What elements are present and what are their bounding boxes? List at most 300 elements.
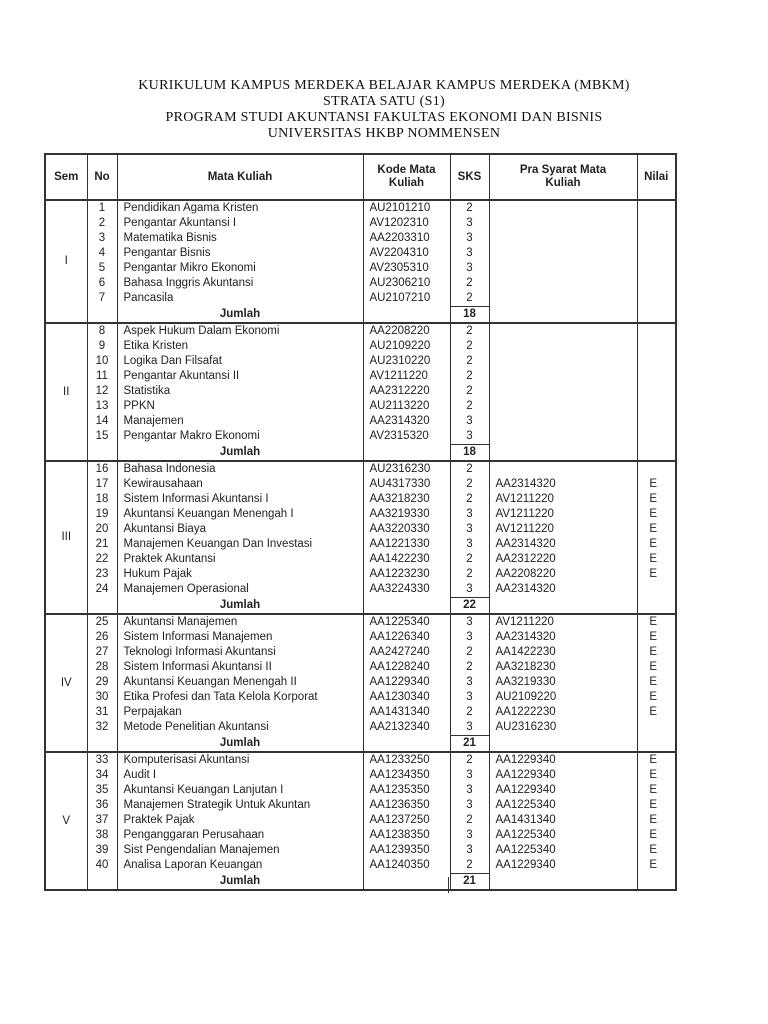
empty-cell: [489, 598, 637, 615]
course-code: AA1223230: [363, 567, 450, 582]
table-row: [45, 720, 676, 736]
title-line-2: STRATA SATU (S1): [323, 94, 445, 109]
course-prerequisite: [489, 399, 637, 414]
course-name: Manajemen Keuangan Dan Investasi: [117, 537, 363, 552]
jumlah-sks-total: 21: [450, 874, 489, 891]
course-code: AA2203310: [363, 231, 450, 246]
empty-cell: [87, 445, 117, 462]
course-prerequisite: AV1211220: [489, 522, 637, 537]
course-code: AA1237250: [363, 813, 450, 828]
course-sks: 3: [450, 675, 489, 690]
course-name: Manajemen Operasional: [117, 582, 363, 598]
jumlah-row: [45, 445, 676, 462]
course-name: Akuntansi Biaya: [117, 522, 363, 537]
course-sks: 3: [450, 414, 489, 429]
course-grade: [637, 231, 676, 246]
course-sks: 3: [450, 216, 489, 231]
table-row: [45, 614, 676, 630]
course-code: AU2310220: [363, 354, 450, 369]
course-sks: 2: [450, 399, 489, 414]
course-name: Pengantar Mikro Ekonomi: [117, 261, 363, 276]
course-no: 6: [87, 276, 117, 291]
course-no: 18: [87, 492, 117, 507]
course-no: 17: [87, 477, 117, 492]
table-row: [45, 552, 676, 567]
course-name: Bahasa Indonesia: [117, 461, 363, 477]
course-prerequisite: AA1225340: [489, 798, 637, 813]
course-grade: [637, 276, 676, 291]
table-row: [45, 339, 676, 354]
empty-cell: [363, 445, 450, 462]
header-prasyarat: Pra Syarat Mata Kuliah: [489, 154, 637, 200]
empty-cell: [363, 874, 450, 891]
course-sks: 3: [450, 261, 489, 276]
course-name: Akuntansi Manajemen: [117, 614, 363, 630]
course-grade: [637, 414, 676, 429]
course-name: Hukum Pajak: [117, 567, 363, 582]
course-grade: [637, 323, 676, 339]
table-row: [45, 477, 676, 492]
course-code: AA1229340: [363, 675, 450, 690]
course-sks: 3: [450, 582, 489, 598]
course-grade: [637, 429, 676, 445]
course-sks: 3: [450, 768, 489, 783]
course-no: 26: [87, 630, 117, 645]
course-name: Kewirausahaan: [117, 477, 363, 492]
course-grade: [637, 261, 676, 276]
course-no: 7: [87, 291, 117, 307]
table-row: [45, 660, 676, 675]
course-no: 4: [87, 246, 117, 261]
course-prerequisite: AA1431340: [489, 813, 637, 828]
course-code: AA1233250: [363, 752, 450, 768]
course-code: AU2101210: [363, 200, 450, 216]
curriculum-table: [44, 153, 677, 891]
table-row: [45, 414, 676, 429]
course-prerequisite: [489, 369, 637, 384]
course-sks: 2: [450, 276, 489, 291]
jumlah-row: [45, 307, 676, 324]
course-code: AA2208220: [363, 323, 450, 339]
course-name: Teknologi Informasi Akuntansi: [117, 645, 363, 660]
course-no: 37: [87, 813, 117, 828]
jumlah-sks-total: 18: [450, 307, 489, 324]
course-grade: E: [637, 752, 676, 768]
course-name: Logika Dan Filsafat: [117, 354, 363, 369]
course-name: Pengantar Bisnis: [117, 246, 363, 261]
course-name: Sistem Informasi Manajemen: [117, 630, 363, 645]
course-no: 14: [87, 414, 117, 429]
course-grade: E: [637, 768, 676, 783]
header-no: No: [87, 154, 117, 200]
course-sks: 3: [450, 690, 489, 705]
course-sks: 3: [450, 798, 489, 813]
course-sks: 2: [450, 752, 489, 768]
course-code: AA1221330: [363, 537, 450, 552]
course-prerequisite: [489, 323, 637, 339]
course-code: AA2314320: [363, 414, 450, 429]
course-code: AA1240350: [363, 858, 450, 874]
table-row: [45, 429, 676, 445]
course-code: AA1230340: [363, 690, 450, 705]
course-sks: 3: [450, 537, 489, 552]
course-grade: E: [637, 567, 676, 582]
table-row: [45, 323, 676, 339]
semester-label: V: [45, 752, 87, 890]
table-row: [45, 798, 676, 813]
course-prerequisite: [489, 216, 637, 231]
course-code: AA1225340: [363, 614, 450, 630]
course-grade: E: [637, 522, 676, 537]
course-no: 20: [87, 522, 117, 537]
course-grade: E: [637, 858, 676, 874]
course-prerequisite: [489, 276, 637, 291]
course-prerequisite: [489, 354, 637, 369]
course-grade: [637, 246, 676, 261]
course-name: Penganggaran Perusahaan: [117, 828, 363, 843]
course-grade: E: [637, 690, 676, 705]
course-prerequisite: AU2109220: [489, 690, 637, 705]
course-grade: [637, 354, 676, 369]
course-code: AU2107210: [363, 291, 450, 307]
course-prerequisite: [489, 231, 637, 246]
semester-label: I: [45, 200, 87, 323]
table-row: [45, 705, 676, 720]
course-code: AA2312220: [363, 384, 450, 399]
course-sks: 2: [450, 384, 489, 399]
course-name: Praktek Pajak: [117, 813, 363, 828]
course-name: Akuntansi Keuangan Lanjutan I: [117, 783, 363, 798]
course-grade: E: [637, 660, 676, 675]
course-code: AA3219330: [363, 507, 450, 522]
course-name: Manajemen Strategik Untuk Akuntan: [117, 798, 363, 813]
course-grade: [637, 384, 676, 399]
course-sks: 2: [450, 200, 489, 216]
table-row: [45, 276, 676, 291]
table-row: [45, 246, 676, 261]
table-row: [45, 537, 676, 552]
course-no: 28: [87, 660, 117, 675]
course-sks: 2: [450, 291, 489, 307]
course-name: Matematika Bisnis: [117, 231, 363, 246]
course-prerequisite: [489, 339, 637, 354]
title-line-1: KURIKULUM KAMPUS MERDEKA BELAJAR KAMPUS MERDEKA (MBKM): [138, 78, 630, 93]
table-row: [45, 492, 676, 507]
course-name: Pengantar Akuntansi I: [117, 216, 363, 231]
course-grade: [637, 200, 676, 216]
course-no: 29: [87, 675, 117, 690]
table-header-row: [45, 154, 676, 200]
course-code: AA1236350: [363, 798, 450, 813]
course-prerequisite: AA1229340: [489, 858, 637, 874]
jumlah-row: [45, 598, 676, 615]
jumlah-sks-total: 18: [450, 445, 489, 462]
header-sem: Sem: [45, 154, 87, 200]
jumlah-label: Jumlah: [117, 736, 363, 753]
course-prerequisite: AA1229340: [489, 752, 637, 768]
course-code: AA1238350: [363, 828, 450, 843]
course-sks: 2: [450, 858, 489, 874]
course-sks: 2: [450, 369, 489, 384]
course-no: 11: [87, 369, 117, 384]
course-no: 36: [87, 798, 117, 813]
empty-cell: [489, 736, 637, 753]
title-line-3: PROGRAM STUDI AKUNTANSI FAKULTAS EKONOMI DAN BISNIS: [165, 110, 603, 125]
course-prerequisite: AA2314320: [489, 537, 637, 552]
course-code: AA1234350: [363, 768, 450, 783]
empty-cell: [87, 736, 117, 753]
course-grade: E: [637, 492, 676, 507]
course-name: Perpajakan: [117, 705, 363, 720]
table-row: [45, 752, 676, 768]
course-grade: E: [637, 645, 676, 660]
empty-cell: [637, 736, 676, 753]
course-no: 8: [87, 323, 117, 339]
table-row: [45, 354, 676, 369]
course-sks: 2: [450, 323, 489, 339]
course-sks: 2: [450, 461, 489, 477]
course-code: AA3220330: [363, 522, 450, 537]
course-prerequisite: AA3218230: [489, 660, 637, 675]
course-prerequisite: AU2316230: [489, 720, 637, 736]
course-code: AA2132340: [363, 720, 450, 736]
course-name: Sistem Informasi Akuntansi II: [117, 660, 363, 675]
course-no: 16: [87, 461, 117, 477]
jumlah-row: [45, 874, 676, 891]
course-grade: E: [637, 783, 676, 798]
course-no: 13: [87, 399, 117, 414]
course-sks: 2: [450, 354, 489, 369]
course-prerequisite: AV1211220: [489, 492, 637, 507]
course-code: AA1431340: [363, 705, 450, 720]
course-grade: E: [637, 813, 676, 828]
course-no: 2: [87, 216, 117, 231]
course-prerequisite: AA1422230: [489, 645, 637, 660]
empty-cell: [87, 598, 117, 615]
table-row: [45, 261, 676, 276]
course-grade: E: [637, 630, 676, 645]
course-no: 1: [87, 200, 117, 216]
course-sks: 3: [450, 614, 489, 630]
course-no: 10: [87, 354, 117, 369]
empty-cell: [637, 598, 676, 615]
course-sks: 2: [450, 660, 489, 675]
course-name: Komputerisasi Akuntansi: [117, 752, 363, 768]
empty-cell: [363, 598, 450, 615]
course-grade: [637, 720, 676, 736]
jumlah-sks-total: 21: [450, 736, 489, 753]
course-grade: [637, 216, 676, 231]
course-prerequisite: AA2314320: [489, 582, 637, 598]
course-sks: 3: [450, 783, 489, 798]
course-name: Akuntansi Keuangan Menengah I: [117, 507, 363, 522]
course-name: PPKN: [117, 399, 363, 414]
table-row: [45, 813, 676, 828]
course-no: 31: [87, 705, 117, 720]
empty-cell: [637, 874, 676, 891]
course-name: Aspek Hukum Dalam Ekonomi: [117, 323, 363, 339]
table-row: [45, 645, 676, 660]
course-prerequisite: [489, 384, 637, 399]
semester-label: IV: [45, 614, 87, 752]
course-name: Metode Penelitian Akuntansi: [117, 720, 363, 736]
empty-cell: [87, 307, 117, 324]
course-name: Etika Profesi dan Tata Kelola Korporat: [117, 690, 363, 705]
course-prerequisite: [489, 291, 637, 307]
course-no: 35: [87, 783, 117, 798]
course-name: Etika Kristen: [117, 339, 363, 354]
empty-cell: [87, 874, 117, 891]
course-code: AV2315320: [363, 429, 450, 445]
course-prerequisite: [489, 246, 637, 261]
course-grade: E: [637, 537, 676, 552]
course-no: 3: [87, 231, 117, 246]
semester-label: III: [45, 461, 87, 614]
header-sks: SKS: [450, 154, 489, 200]
course-no: 15: [87, 429, 117, 445]
course-prerequisite: AA1225340: [489, 843, 637, 858]
course-code: AV1202310: [363, 216, 450, 231]
course-grade: E: [637, 828, 676, 843]
table-row: [45, 630, 676, 645]
course-prerequisite: AA2314320: [489, 477, 637, 492]
course-code: AV2204310: [363, 246, 450, 261]
title-line-4: UNIVERSITAS HKBP NOMMENSEN: [267, 126, 501, 141]
empty-cell: [489, 307, 637, 324]
course-no: 32: [87, 720, 117, 736]
course-prerequisite: [489, 414, 637, 429]
course-name: Pendidikan Agama Kristen: [117, 200, 363, 216]
empty-cell: [489, 874, 637, 891]
course-sks: 3: [450, 828, 489, 843]
empty-cell: [637, 445, 676, 462]
course-name: Pengantar Akuntansi II: [117, 369, 363, 384]
course-no: 30: [87, 690, 117, 705]
course-code: AA1226340: [363, 630, 450, 645]
course-no: 24: [87, 582, 117, 598]
header-mata-kuliah: Mata Kuliah: [117, 154, 363, 200]
course-sks: 3: [450, 720, 489, 736]
course-sks: 3: [450, 231, 489, 246]
course-sks: 2: [450, 477, 489, 492]
table-row: [45, 582, 676, 598]
course-sks: 3: [450, 843, 489, 858]
course-code: AA3224330: [363, 582, 450, 598]
course-prerequisite: [489, 429, 637, 445]
course-prerequisite: [489, 461, 637, 477]
course-no: 38: [87, 828, 117, 843]
course-grade: E: [637, 507, 676, 522]
table-row: [45, 783, 676, 798]
course-name: Sistem Informasi Akuntansi I: [117, 492, 363, 507]
course-no: 22: [87, 552, 117, 567]
course-code: AA1235350: [363, 783, 450, 798]
table-row: [45, 828, 676, 843]
table-row: [45, 399, 676, 414]
course-code: AA1228240: [363, 660, 450, 675]
course-no: 33: [87, 752, 117, 768]
course-prerequisite: AV1211220: [489, 507, 637, 522]
document-title: [0, 78, 768, 142]
course-name: Bahasa Inggris Akuntansi: [117, 276, 363, 291]
semester-label: II: [45, 323, 87, 461]
table-row: [45, 216, 676, 231]
course-grade: E: [637, 552, 676, 567]
course-code: AA1422230: [363, 552, 450, 567]
course-no: 25: [87, 614, 117, 630]
jumlah-label: Jumlah: [117, 307, 363, 324]
course-code: AV1211220: [363, 369, 450, 384]
course-name: Manajemen: [117, 414, 363, 429]
course-no: 39: [87, 843, 117, 858]
course-no: 40: [87, 858, 117, 874]
course-grade: E: [637, 675, 676, 690]
course-grade: [637, 399, 676, 414]
course-name: Pancasila: [117, 291, 363, 307]
course-name: Audit I: [117, 768, 363, 783]
empty-cell: [489, 445, 637, 462]
course-grade: [637, 291, 676, 307]
empty-cell: [363, 307, 450, 324]
course-prerequisite: AV1211220: [489, 614, 637, 630]
course-prerequisite: [489, 261, 637, 276]
course-sks: 2: [450, 645, 489, 660]
empty-cell: [363, 736, 450, 753]
course-prerequisite: AA1222230: [489, 705, 637, 720]
course-prerequisite: AA2314320: [489, 630, 637, 645]
course-prerequisite: [489, 200, 637, 216]
jumlah-label: Jumlah: [117, 598, 363, 615]
course-no: 23: [87, 567, 117, 582]
course-sks: 2: [450, 552, 489, 567]
table-row: [45, 567, 676, 582]
table-row: [45, 231, 676, 246]
course-sks: 3: [450, 246, 489, 261]
course-grade: E: [637, 843, 676, 858]
course-code: AA2427240: [363, 645, 450, 660]
course-no: 34: [87, 768, 117, 783]
table-row: [45, 507, 676, 522]
course-sks: 2: [450, 705, 489, 720]
course-grade: [637, 369, 676, 384]
table-row: [45, 675, 676, 690]
course-code: AU2113220: [363, 399, 450, 414]
jumlah-sks-total: 22: [450, 598, 489, 615]
course-sks: 2: [450, 813, 489, 828]
course-code: AU2316230: [363, 461, 450, 477]
course-grade: E: [637, 614, 676, 630]
course-grade: E: [637, 798, 676, 813]
header-nilai: Nilai: [637, 154, 676, 200]
course-no: 9: [87, 339, 117, 354]
table-row: [45, 768, 676, 783]
course-sks: 2: [450, 339, 489, 354]
course-prerequisite: AA3219330: [489, 675, 637, 690]
course-grade: [637, 582, 676, 598]
course-prerequisite: AA2312220: [489, 552, 637, 567]
course-code: AA3218230: [363, 492, 450, 507]
course-no: 27: [87, 645, 117, 660]
course-code: AV2305310: [363, 261, 450, 276]
table-row: [45, 200, 676, 216]
table-row: [45, 461, 676, 477]
course-sks: 3: [450, 429, 489, 445]
jumlah-label: Jumlah: [117, 445, 363, 462]
course-grade: [637, 339, 676, 354]
course-no: 21: [87, 537, 117, 552]
course-code: AU2306210: [363, 276, 450, 291]
table-row: [45, 690, 676, 705]
